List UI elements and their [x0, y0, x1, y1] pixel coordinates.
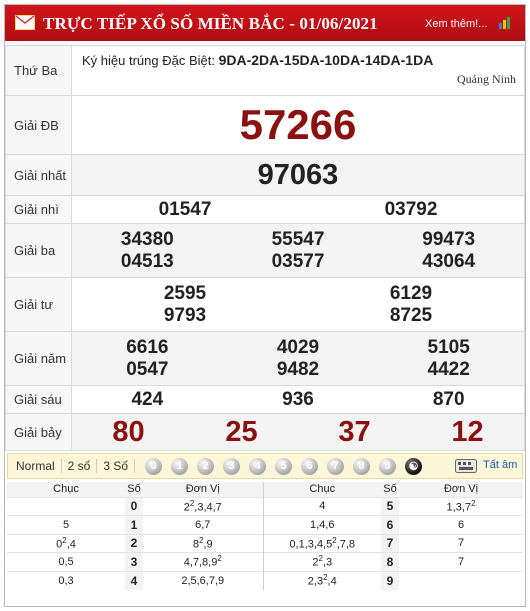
- prize-value-ba: 03577: [271, 250, 325, 272]
- loto-body: [7, 497, 523, 590]
- prize-value-nam: 0547: [126, 358, 169, 380]
- day-label: Thứ Ba: [6, 46, 72, 96]
- prize-label-bay: Giải bảy: [6, 414, 72, 451]
- prize-value-sau: 424: [131, 388, 164, 410]
- prize-row-nam: [72, 332, 525, 386]
- prize-value-ba: 04513: [120, 250, 174, 272]
- loto-cell-dv-r: 7: [399, 553, 523, 572]
- see-more-link[interactable]: Xem thêm!...: [425, 18, 488, 30]
- prize-value-ba: 34380: [120, 228, 174, 250]
- loto-cell-dv-r: 6: [399, 516, 523, 535]
- prize-value-tu: 6129: [389, 282, 433, 304]
- prize-value-bay: 80: [112, 415, 145, 448]
- loto-cell-so-l: 0: [125, 497, 143, 516]
- results-table: [5, 45, 525, 451]
- loto-cell-so-l: 2: [125, 534, 143, 553]
- loto-cell-dv-l: 2,5,6,7,9: [143, 571, 263, 590]
- lottery-result-box: [4, 4, 526, 607]
- loto-header: Số: [381, 482, 399, 497]
- header-title: TRỰC TIẾP XỔ SỐ MIỀN BẮC - 01/06/2021: [43, 14, 378, 33]
- loto-header: Chục: [7, 482, 125, 497]
- prize-value-tu: 2595: [163, 282, 207, 304]
- keyboard-icon[interactable]: [455, 459, 477, 473]
- mail-icon: [15, 15, 35, 30]
- prize-label-nam: Giải năm: [6, 332, 72, 386]
- digit-ball[interactable]: 4: [249, 458, 266, 475]
- loto-cell-so-r: 6: [381, 516, 399, 535]
- prize-value-nhi: 03792: [384, 198, 438, 220]
- prize-label-sau: Giải sáu: [6, 386, 72, 414]
- loto-cell-chuc-l: [7, 497, 125, 516]
- prize-value-tu: 9793: [163, 304, 207, 326]
- loto-row: [7, 534, 523, 553]
- loto-cell-chuc-l: $0^2,4$: [7, 534, 125, 553]
- digit-ball[interactable]: 2: [197, 458, 214, 475]
- loto-cell-so-r: 8: [381, 553, 399, 572]
- loto-cell-so-l: 1: [125, 516, 143, 535]
- prize-label-nhat: Giải nhất: [6, 155, 72, 196]
- loto-cell-dv-l: 4,7,8,9$^2$: [143, 553, 263, 572]
- loto-cell-chuc-r: 0,1,3,4,5$^2$,7,8: [263, 534, 381, 553]
- loto-row: [7, 553, 523, 572]
- filter-3-digit-button[interactable]: 3 Số: [97, 459, 135, 473]
- loto-row: [7, 571, 523, 590]
- loto-cell-so-r: 7: [381, 534, 399, 553]
- digit-ball[interactable]: 6: [301, 458, 318, 475]
- prize-value-sau: 936: [282, 388, 314, 410]
- loto-cell-chuc-r: 4: [263, 497, 381, 516]
- loto-cell-chuc-r: $2,3^2,4$: [263, 571, 381, 590]
- prize-value-bay: 25: [225, 415, 258, 448]
- prize-row-bay: [72, 414, 525, 451]
- loto-cell-so-r: 5: [381, 497, 399, 516]
- loto-header: Đơn Vị: [399, 482, 523, 497]
- all-button[interactable]: Tất âm: [483, 459, 518, 471]
- loto-cell-so-r: 9: [381, 571, 399, 590]
- special-code-cell: [72, 46, 525, 96]
- loto-cell-chuc-l: 0,5: [7, 553, 125, 572]
- prize-row-tu: [72, 278, 525, 332]
- prize-value-ba: 55547: [271, 228, 325, 250]
- yin-yang-icon[interactable]: ☯: [405, 458, 422, 475]
- prize-value-tu: 8725: [389, 304, 433, 326]
- prize-value-bay: 12: [451, 415, 484, 448]
- province-label: Quảng Ninh: [457, 72, 516, 86]
- digit-balls: [145, 458, 431, 475]
- header-bar: [5, 5, 525, 41]
- prize-label-db: Giải ĐB: [6, 96, 72, 155]
- loto-cell-dv-r: [399, 571, 523, 590]
- prize-value-nam: 5105: [427, 336, 470, 358]
- loto-table: [7, 482, 523, 590]
- prize-label-tu: Giải tư: [6, 278, 72, 332]
- digit-ball[interactable]: 8: [353, 458, 370, 475]
- prize-value-nhat: 97063: [72, 155, 525, 196]
- loto-cell-so-l: 3: [125, 553, 143, 572]
- loto-cell-dv-l: $2^2,3,4,7$: [143, 497, 263, 516]
- loto-cell-dv-r: 7: [399, 534, 523, 553]
- prize-value-sau: 870: [432, 388, 465, 410]
- loto-header: Chục: [263, 482, 381, 497]
- filter-2-digit-button[interactable]: 2 số: [62, 459, 98, 473]
- prize-value-nhi: 01547: [158, 198, 212, 220]
- digit-ball[interactable]: 9: [379, 458, 396, 475]
- loto-header: Đơn Vị: [143, 482, 263, 497]
- loto-cell-chuc-r: $2^2,3$: [263, 553, 381, 572]
- prize-value-ba: 99473: [422, 228, 476, 250]
- digit-ball[interactable]: 0: [145, 458, 162, 475]
- prize-row-sau: [72, 386, 525, 414]
- digit-ball[interactable]: 3: [223, 458, 240, 475]
- loto-cell-chuc-r: 1,4,6: [263, 516, 381, 535]
- loto-row: [7, 516, 523, 535]
- prize-value-nam: 4422: [427, 358, 470, 380]
- prize-value-nam: 4029: [276, 336, 320, 358]
- loto-header: Số: [125, 482, 143, 497]
- loto-row: [7, 497, 523, 516]
- loto-cell-chuc-l: 0,3: [7, 571, 125, 590]
- prize-value-bay: 37: [338, 415, 371, 448]
- filter-normal-button[interactable]: Normal: [8, 459, 62, 473]
- prize-label-nhi: Giải nhì: [6, 196, 72, 224]
- loto-cell-dv-r: 1,3,7$^2$: [399, 497, 523, 516]
- special-code-label: Ký hiệu trúng Đặc Biệt:: [82, 53, 215, 68]
- prize-value-nam: 9482: [276, 358, 320, 380]
- loto-cell-so-l: 4: [125, 571, 143, 590]
- prize-row-ba: [72, 224, 525, 278]
- digit-filter-bar: [7, 453, 523, 479]
- special-code-value: 9DA-2DA-15DA-10DA-14DA-1DA: [218, 52, 434, 68]
- digit-ball[interactable]: 5: [275, 458, 292, 475]
- digit-ball[interactable]: 1: [171, 458, 188, 475]
- prize-value-ba: 43064: [422, 250, 476, 272]
- loto-cell-chuc-l: 5: [7, 516, 125, 535]
- prize-value-db: 57266: [72, 96, 525, 155]
- prize-row-nhi: [72, 196, 525, 224]
- prize-value-nam: 6616: [126, 336, 169, 358]
- loto-cell-dv-l: 6,7: [143, 516, 263, 535]
- loto-cell-dv-l: $8^2,9$: [143, 534, 263, 553]
- digit-ball[interactable]: 7: [327, 458, 344, 475]
- special-code-line: [72, 46, 524, 68]
- prize-label-ba: Giải ba: [6, 224, 72, 278]
- bar-chart-icon[interactable]: [499, 17, 513, 29]
